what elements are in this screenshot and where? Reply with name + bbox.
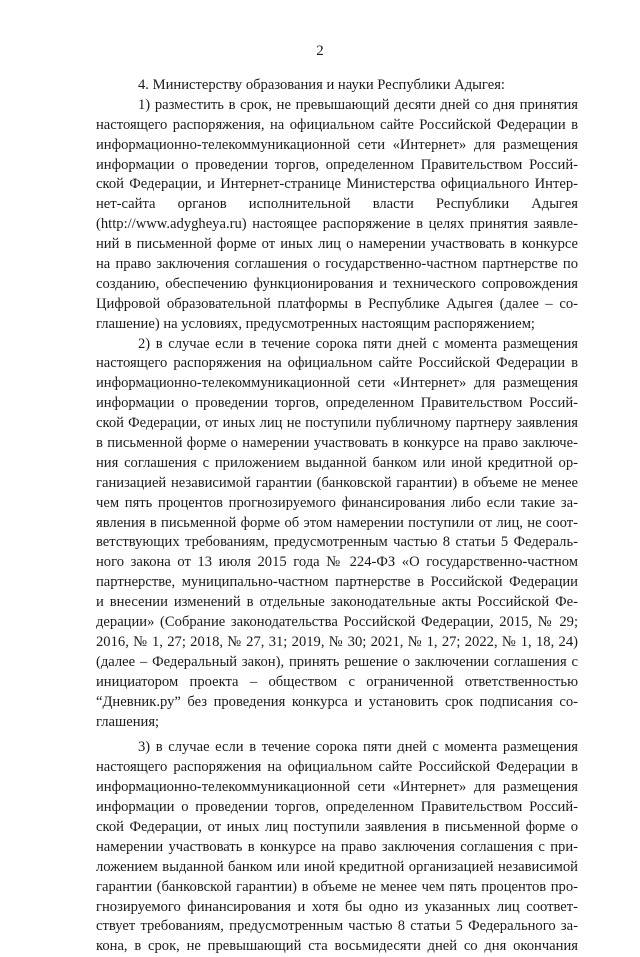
paragraph-line: ний в письменной форме от иных лиц о намерении участвовать в конкурсе [96, 236, 578, 253]
paragraph-line: 2) в случае если в течение сорока пяти дней с момента размещения [138, 335, 578, 352]
paragraph-line: ганизацией независимой гарантии (банковской гарантии) в объеме не менее [96, 474, 578, 491]
paragraph-line: “Дневник.ру” без проведения конкурса и установить срок подписания со- [96, 693, 578, 710]
paragraph-line: нет-сайта органов исполнительной власти Республики Адыгея [96, 196, 578, 213]
paragraph-line: настоящего распоряжения, на официальном сайте Российской Федерации в [96, 116, 578, 133]
paragraph-line: на право заключения соглашения о государственно-частном партнерстве по [96, 256, 578, 273]
paragraph-line: намерении участвовать в конкурсе на право заключения соглашения с при- [96, 838, 578, 855]
paragraph-line: ствует требованиям, предусмотренным частью 8 статьи 5 Федерального за- [96, 918, 578, 935]
paragraph-line: ложением выданной банком или иной кредитной организацией независимой [96, 858, 578, 875]
paragraph-line: информации о проведении торгов, определенном Правительством Россий- [96, 799, 578, 816]
paragraph-line: глашения; [96, 713, 160, 730]
paragraph-line: явления в письменной форме об этом намерении поступили от лиц, не соот- [96, 514, 578, 531]
paragraph-line: партнерстве, муниципально-частном партнерстве в Российской Федерации [96, 574, 578, 591]
paragraph [96, 335, 578, 733]
paragraph-line: настоящего распоряжения на официальном сайте Российской Федерации в [96, 355, 578, 372]
paragraph-line: и внесении изменений в отдельные законодательные акты Российской Фе- [96, 594, 578, 611]
paragraph-line: 2016, № 1, 27; 2018, № 27, 31; 2019, № 30; 2021, № 1, 27; 2022, № 1, 18, 24) [96, 633, 578, 650]
paragraph [96, 76, 578, 96]
paragraph-line: созданию, обеспечению функционирования и технического сопровождения [96, 275, 578, 292]
paragraph-line: чем пять процентов прогнозируемого финансирования либо если такие за- [96, 494, 578, 511]
paragraph-line: глашение) на условиях, предусмотренных настоящим распоряжением; [96, 315, 535, 332]
paragraph-line: ской Федерации, от иных лиц не поступили публичному партнеру заявления [96, 415, 578, 432]
paragraph-line: Цифровой образовательной платформы в Республике Адыгея (далее – со- [96, 295, 578, 312]
paragraph [96, 96, 578, 335]
paragraph-line: 3) в случае если в течение сорока пяти дней с момента размещения [138, 739, 578, 756]
document-body [96, 76, 578, 957]
paragraph-line: (http://www.adygheya.ru) настоящее распоряжение в целях принятия заявле- [96, 216, 578, 233]
paragraph-line: гнозируемого финансирования и хотя бы одно из указанных лиц соответ- [96, 898, 578, 915]
paragraph-line: информации о проведении торгов, определенном Правительством Россий- [96, 395, 578, 412]
paragraph-line: ской Федерации, и Интернет-странице Министерства официального Интер- [96, 176, 578, 193]
paragraph-line: информационно-телекоммуникационной сети «Интернет» для размещения [96, 136, 578, 153]
paragraph-line: инициатором проекта – обществом с ограниченной ответственностью [96, 673, 578, 690]
paragraph-line: информационно-телекоммуникационной сети «Интернет» для размещения [96, 779, 578, 796]
paragraph-line: ветствующих требованиям, предусмотренным частью 8 статьи 5 Федераль- [96, 534, 578, 551]
paragraph-line: гарантии (банковской гарантии) в объеме не менее чем пять процентов про- [96, 878, 578, 895]
paragraph-line: ния соглашения с приложением выданной банком или иной кредитной ор- [96, 454, 578, 471]
paragraph-line: кона, в срок, не превышающий ста восьмидесяти дней со дня окончания [96, 938, 578, 955]
paragraph-line: в письменной форме о намерении участвовать в конкурсе на право заключе- [96, 435, 578, 452]
paragraph-line: информации о проведении торгов, определенном Правительством Россий- [96, 156, 578, 173]
paragraph-line: ской Федерации, от иных лиц поступили заявления в письменной форме о [96, 818, 578, 835]
paragraph-line: ного закона от 13 июля 2015 года № 224-ФЗ «О государственно-частном [96, 554, 578, 571]
paragraph-line: настоящего распоряжения на официальном сайте Российской Федерации в [96, 759, 578, 776]
paragraph-line: 1) разместить в срок, не превышающий десяти дней со дня принятия [138, 96, 578, 113]
paragraph [96, 738, 578, 957]
page-number: 2 [316, 43, 324, 59]
paragraph-line: (далее – Федеральный закон), принять решение о заключении соглашения с [96, 653, 578, 670]
paragraph-line: информационно-телекоммуникационной сети «Интернет» для размещения [96, 375, 578, 392]
paragraph-line: дерации» (Собрание законодательства Российской Федерации, 2015, № 29; [96, 614, 578, 631]
paragraph-line: 4. Министерству образования и науки Республики Адыгея: [138, 77, 505, 93]
